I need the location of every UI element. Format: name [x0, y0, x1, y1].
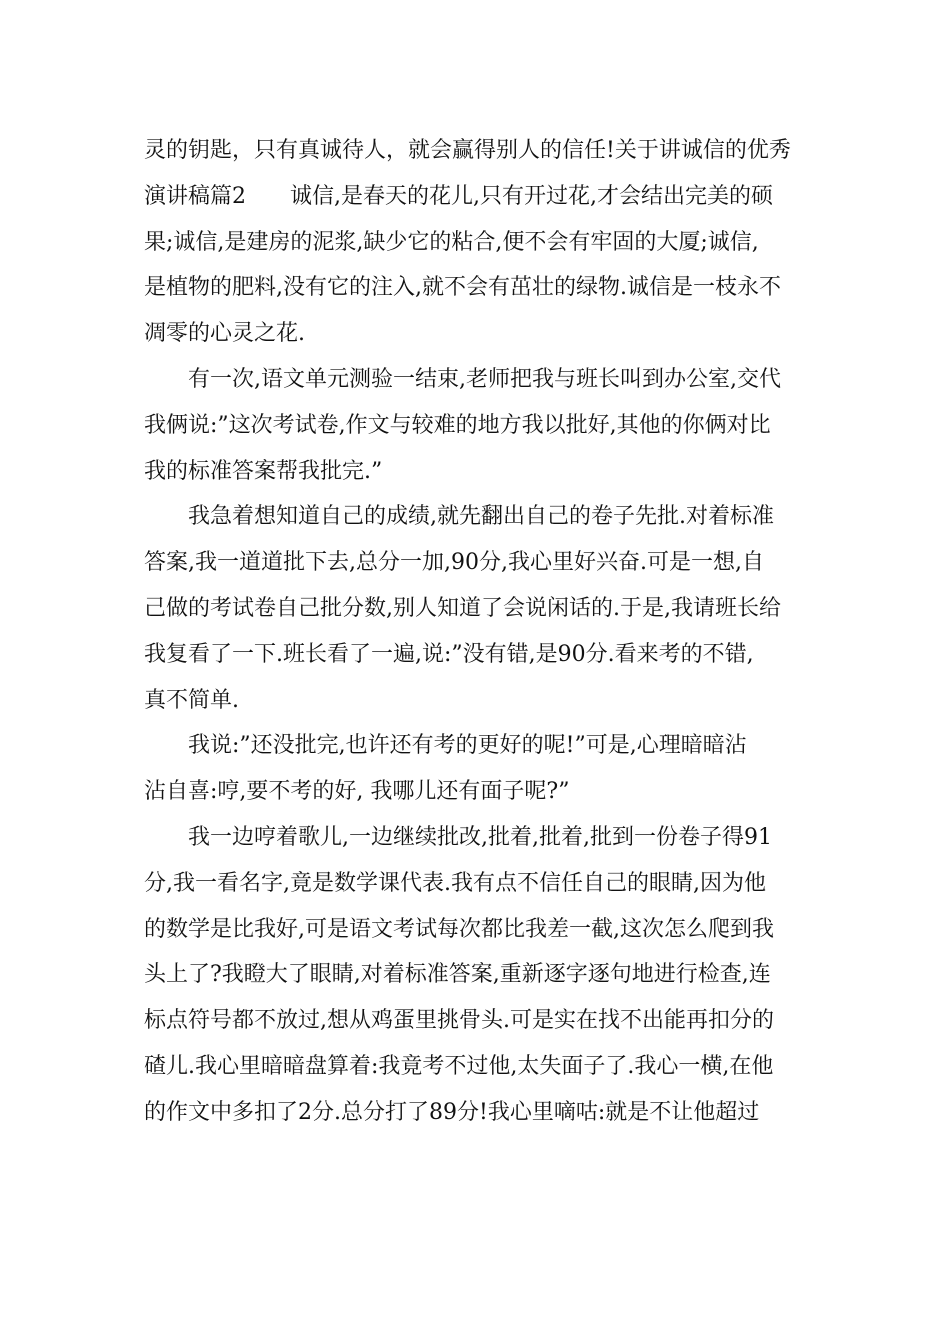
text-line: 我复看了一下.班长看了一遍,说:”没有错,是90分.看来考的不错,: [144, 641, 754, 667]
text-line: 标点符号都不放过,想从鸡蛋里挑骨头.可是实在找不出能再扣分的: [144, 1008, 774, 1034]
text-line: 我一边哼着歌儿,一边继续批改,批着,批着,批到一份卷子得91: [144, 824, 772, 850]
text-line: 碴儿.我心里暗暗盘算着:我竟考不过他,太失面子了.我心一横,在他: [144, 1053, 774, 1079]
text-line: 己做的考试卷自己批分数,别人知道了会说闲话的.于是,我请班长给: [144, 595, 781, 621]
text-line: 头上了?我瞪大了眼睛,对着标准答案,重新逐字逐句地进行检查,连: [144, 962, 771, 988]
text-line: 沾自喜:哼,要不考的好, 我哪儿还有面子呢?”: [144, 779, 570, 805]
text-line: 演讲稿篇2 诚信,是春天的花儿,只有开过花,才会结出完美的硕: [144, 183, 773, 209]
text-line: 灵的钥匙，只有真诚待人，就会赢得别人的信任!关于讲诚信的优秀: [144, 138, 791, 163]
text-line: 的数学是比我好,可是语文考试每次都比我差一截,这次怎么爬到我: [144, 916, 774, 942]
text-line: 凋零的心灵之花.: [144, 321, 305, 347]
text-line: 真不简单.: [144, 687, 239, 713]
text-line: 我的标准答案帮我批完.”: [144, 458, 383, 484]
text-line: 我俩说:”这次考试卷,作文与较难的地方我以批好,其他的你俩对比: [144, 412, 771, 438]
text-line: 果;诚信,是建房的泥浆,缺少它的粘合,便不会有牢固的大厦;诚信,: [144, 229, 759, 255]
text-line: 的作文中多扣了2分.总分打了89分!我心里嘀咕:就是不让他超过: [144, 1099, 760, 1125]
text-line: 是植物的肥料,没有它的注入,就不会有茁壮的绿物.诚信是一枝永不: [144, 275, 781, 301]
text-line: 我说:”还没批完,也许还有考的更好的呢!”可是,心理暗暗沾: [144, 733, 747, 759]
text-line: 答案,我一道道批下去,总分一加,90分,我心里好兴奋.可是一想,自: [144, 550, 764, 576]
document-text: [144, 128, 808, 1136]
text-line: 分,我一看名字,竟是数学课代表.我有点不信任自己的眼睛,因为他: [144, 870, 766, 896]
text-line: 我急着想知道自己的成绩,就先翻出自己的卷子先批.对着标准: [144, 504, 774, 530]
text-line: 有一次,语文单元测验一结束,老师把我与班长叫到办公室,交代: [144, 366, 781, 392]
